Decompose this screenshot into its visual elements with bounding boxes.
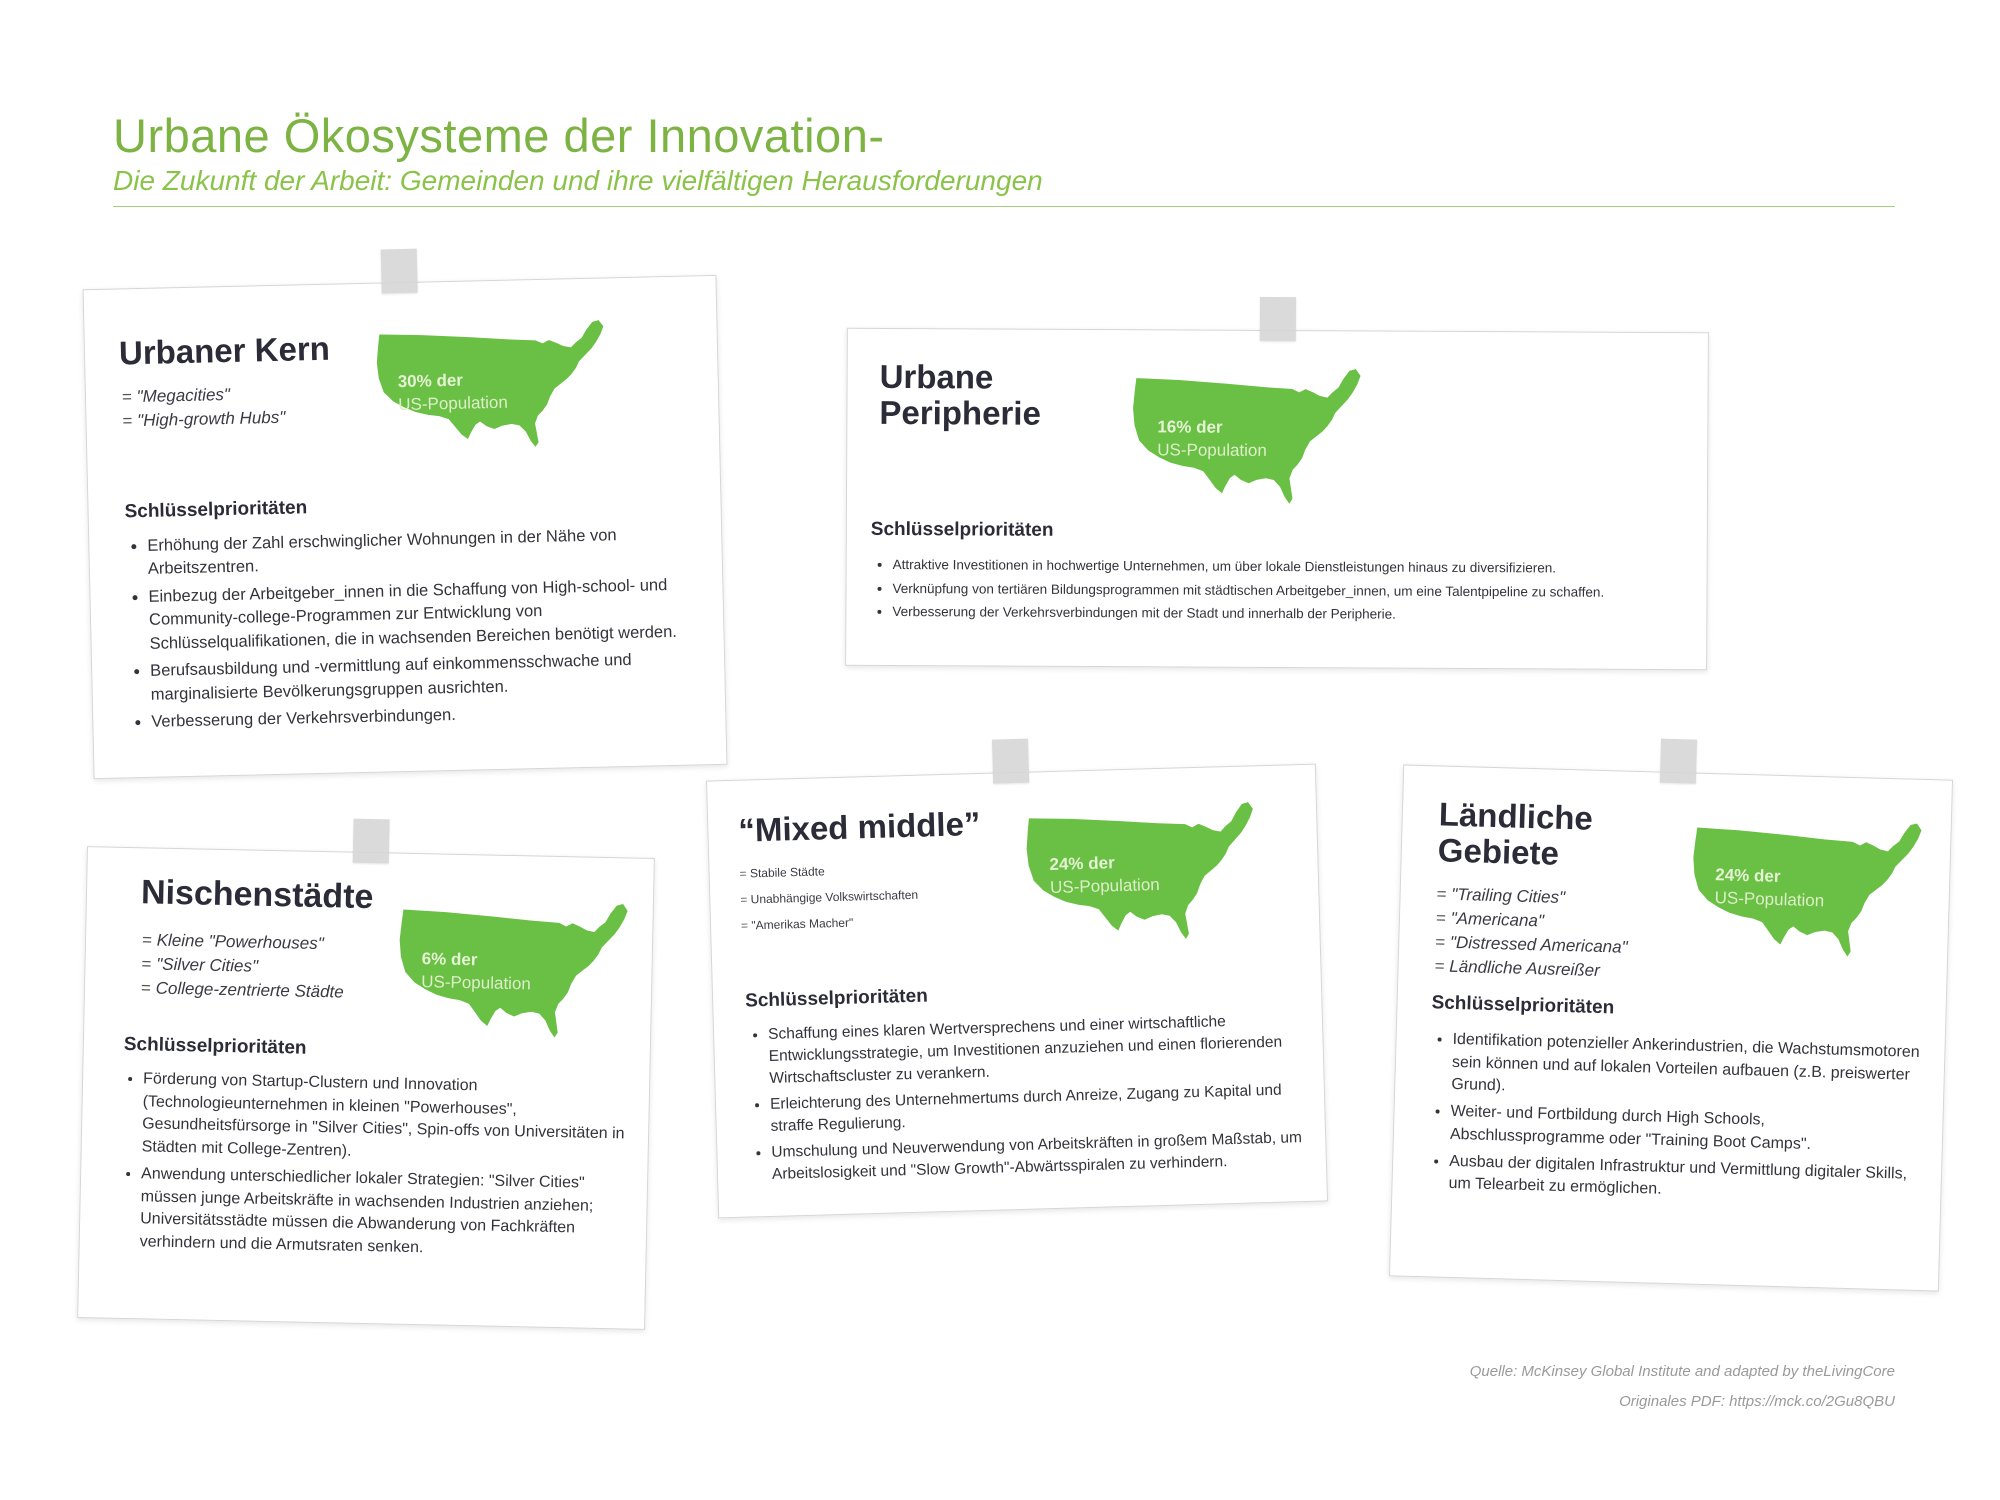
stat-label: US-Population: [1049, 874, 1160, 897]
card-urbane-peripherie: [845, 328, 1709, 671]
priorities-list: [748, 1009, 1312, 1191]
card-laendliche-gebiete: [1389, 764, 1953, 1291]
tag-item: = Unabhängige Volkswirtschaften: [740, 888, 918, 907]
list-item: • Schaffung eines klaren Wertversprechens und einer wirtschaftliche Entwicklungsstrategie, um Investitionen anzuziehen und einen florierenden Wirtschaftscluster zu verankern.: [768, 1009, 1310, 1090]
stat-label: US-Population: [1714, 888, 1825, 911]
title-line: Urbane: [879, 357, 994, 396]
priorities-list: [119, 1068, 631, 1268]
pdf-link[interactable]: Originales PDF: https://mck.co/2Gu8QBU: [1619, 1393, 1895, 1410]
priorities-heading: Schlüsselprioritäten: [870, 518, 1054, 541]
tag-item: = "Distressed Americana": [1435, 932, 1628, 957]
tag-item: = "Trailing Cities": [1436, 884, 1629, 909]
list-item: • Umschulung und Neuverwendung von Arbeitskräften in großem Maßstab, um Arbeitslosigkeit und "Slow Growth"-Abwärtsspiralen zu verhindern.: [771, 1127, 1312, 1186]
list-item: • Identifikation potenzieller Ankerindustrien, die Wachstumsmotoren sein können und auf lokalen Vorteilen aufbauen (z.B. preiswerter Grund).: [1451, 1029, 1923, 1110]
tag-item: = "Americana": [1436, 908, 1629, 933]
page-title: Urbane Ökosysteme der Innovation-: [113, 109, 885, 162]
tag-item: = "Silver Cities": [141, 954, 344, 978]
title-line: Peripherie: [879, 394, 1041, 433]
tape: [381, 249, 418, 294]
tag-item: = "Megacities": [122, 384, 285, 408]
card-title: [879, 359, 1041, 432]
card-mixed-middle: [706, 764, 1328, 1219]
priorities-heading: Schlüsselprioritäten: [744, 985, 929, 1012]
stat-value: 30% der: [397, 370, 464, 392]
tag-item: = College-zentrierte Städte: [141, 978, 344, 1002]
list-item: • Verbesserung der Verkehrsverbindungen.: [151, 699, 681, 734]
page-subtitle: Die Zukunft der Arbeit: Gemeinden und ihre vielfältigen Herausforderungen: [113, 165, 1043, 196]
priorities-list: [872, 555, 1692, 630]
card-tags: [141, 930, 345, 1006]
priorities-list: [127, 523, 681, 739]
card-title: Urbaner Kern: [118, 329, 331, 372]
list-item: • Erhöhung der Zahl erschwinglicher Wohnungen in der Nähe von Arbeitszentren.: [147, 523, 678, 582]
population-stat: [421, 948, 532, 996]
list-item: • Verknüpfung von tertiären Bildungsprogrammen mit städtischen Arbeitgeber_innen, um eine Talentpipeline zu schaffen.: [892, 579, 1692, 603]
population-stat: [1714, 864, 1825, 913]
list-item: • Verbesserung der Verkehrsverbindungen mit der Stadt und innerhalb der Peripherie.: [892, 602, 1692, 626]
source-note: Quelle: McKinsey Global Institute and adapted by theLivingCore: [1469, 1363, 1895, 1380]
priorities-heading: Schlüsselprioritäten: [123, 1033, 307, 1059]
card-title: Nischenstädte: [140, 873, 374, 917]
tag-item: = Stabile Städte: [739, 862, 917, 881]
tape: [992, 739, 1029, 784]
list-item: • Erleichterung des Unternehmertums durch Anreize, Zugang zu Kapital und straffe Regulierung.: [770, 1079, 1311, 1138]
stat-label: US-Population: [398, 392, 509, 415]
list-item: • Attraktive Investitionen in hochwertige Unternehmen, um über lokale Dienstleistungen hinaus zu diversifizieren.: [893, 555, 1693, 579]
list-item: • Weiter- und Fortbildung durch High Schools, Abschlussprogramme oder "Training Boot Camps".: [1450, 1101, 1921, 1160]
card-tags: [122, 384, 286, 436]
priorities-heading: Schlüsselprioritäten: [1431, 992, 1615, 1019]
tag-item: = Ländliche Ausreißer: [1434, 956, 1627, 981]
tape: [1660, 739, 1697, 784]
tag-item: = Kleine "Powerhouses": [142, 930, 345, 954]
title-line: Ländliche: [1438, 795, 1594, 837]
title-divider: [113, 206, 1895, 207]
stat-value: 16% der: [1157, 417, 1223, 437]
tape: [1260, 297, 1296, 341]
population-stat: [1049, 851, 1160, 900]
tag-item: = "High-growth Hubs": [122, 408, 285, 432]
stat-value: 6% der: [421, 949, 478, 970]
list-item: • Förderung von Startup-Clustern und Innovation (Technologieunternehmen in kleinen "Powerhouses", Gesundheitsfürsorge in "Silver Cities", Spin-offs von Universitäten in Städten mit College-Zentren).: [141, 1068, 631, 1169]
list-item: • Ausbau der digitalen Infrastruktur und Vermittlung digitaler Skills, um Telearbeit zu ermöglichen.: [1448, 1150, 1919, 1209]
list-item: • Einbezug der Arbeitgeber_innen in die Schaffung von High-school- und Community-college-Programmen zur Entwicklung von Schlüsselqualifikationen, die in wachsenden Bereichen benötigt werden.: [148, 574, 679, 656]
list-item: • Berufsausbildung und -vermittlung auf einkommensschwache und marginalisierte Bevölkerungsgruppen ausrichten.: [150, 648, 681, 707]
card-tags: [739, 862, 919, 937]
priorities-list: [1428, 1028, 1923, 1213]
stat-label: US-Population: [421, 972, 532, 994]
card-title: [1437, 796, 1593, 873]
stat-value: 24% der: [1049, 853, 1115, 875]
population-stat: [397, 369, 508, 417]
stat-label: US-Population: [1157, 440, 1267, 460]
card-nischenstaedte: [77, 846, 655, 1330]
card-tags: [1434, 884, 1629, 985]
card-urbaner-kern: [83, 275, 728, 779]
title-line: Gebiete: [1437, 831, 1560, 873]
card-title: “Mixed middle”: [737, 804, 981, 849]
stat-value: 24% der: [1715, 865, 1781, 886]
tape: [353, 819, 390, 864]
population-stat: [1157, 416, 1267, 462]
list-item: • Anwendung unterschiedlicher lokaler Strategien: "Silver Cities" müssen junge Arbeitskräfte in wachsenden Industrien anziehen; Universitätsstädte müssen die Abwanderung von Fachkräften verhindern und die Armutsraten senken.: [139, 1163, 629, 1264]
tag-item: = "Amerikas Macher": [741, 914, 919, 933]
priorities-heading: Schlüsselprioritäten: [124, 497, 308, 523]
